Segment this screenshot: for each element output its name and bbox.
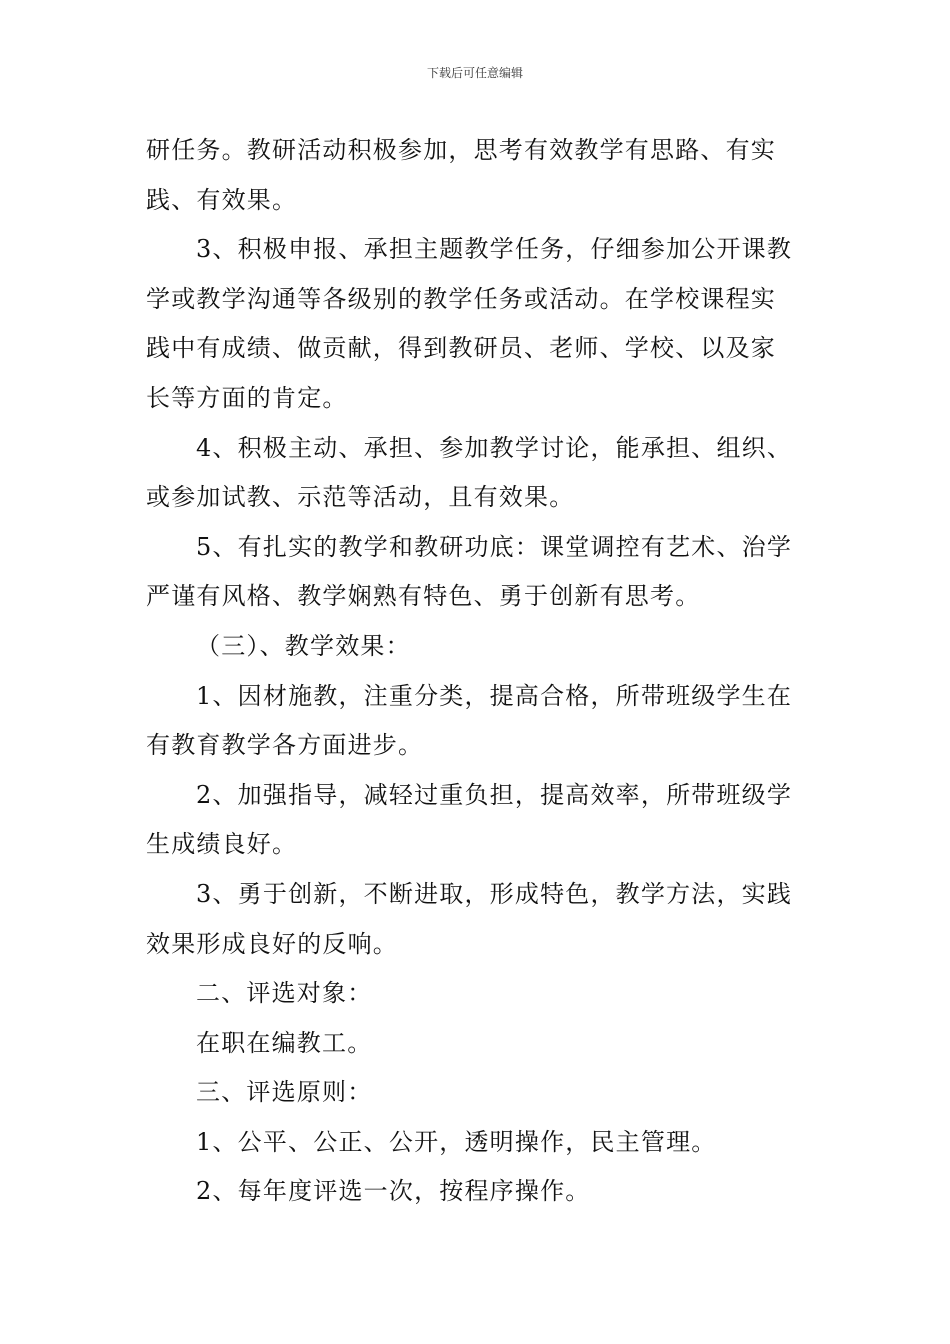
text-line [146, 225, 806, 275]
text-line [146, 473, 806, 523]
line-text: 5、有扎实的教学和教研功底：课堂调控有艺术、治学 [196, 532, 793, 561]
line-text: 1、因材施教，注重分类，提高合格，所带班级学生在 [196, 681, 793, 710]
line-text: 3、勇于创新，不断进取，形成特色，教学方法，实践 [196, 879, 793, 908]
line-text: 4、积极主动、承担、参加教学讨论，能承担、组织、 [196, 433, 793, 462]
line-text: 研任务。教研活动积极参加，思考有效教学有思路、有实 [146, 136, 776, 164]
text-line [146, 324, 806, 374]
line-text: 生成绩良好。 [146, 830, 298, 859]
section-heading [146, 969, 806, 1019]
line-text: （三）、教学效果： [196, 631, 411, 660]
line-text: 或参加试教、示范等活动，且有效果。 [146, 483, 575, 512]
text-line [146, 672, 806, 722]
line-text: 2、加强指导，减轻过重负担，提高效率，所带班级学 [196, 780, 793, 809]
line-text: 学或教学沟通等各级别的教学任务或活动。在学校课程实 [146, 284, 776, 313]
text-line [146, 126, 806, 176]
line-text: 三、评选原则： [196, 1078, 373, 1107]
page-header: 下载后可任意编辑 [426, 66, 523, 80]
section-heading [146, 1068, 806, 1118]
text-line [146, 523, 806, 573]
line-text: 1、公平、公正、公开，透明操作，民主管理。 [196, 1127, 717, 1156]
text-line [146, 374, 806, 424]
document-body [146, 126, 806, 1217]
text-line [146, 275, 806, 325]
line-text: 效果形成良好的反响。 [146, 929, 398, 958]
text-line [146, 1167, 806, 1217]
line-text: 3、积极申报、承担主题教学任务，仔细参加公开课教 [196, 235, 793, 264]
line-text: 2、每年度评选一次，按程序操作。 [196, 1177, 591, 1206]
line-text: 践、有效果。 [146, 185, 298, 214]
line-text: 严谨有风格、教学娴熟有特色、勇于创新有思考。 [146, 582, 701, 611]
text-line [146, 1019, 806, 1069]
section-heading [146, 622, 806, 672]
text-line [146, 771, 806, 821]
text-line [146, 572, 806, 622]
line-text: 在职在编教工。 [196, 1028, 373, 1057]
text-line [146, 721, 806, 771]
text-line [146, 870, 806, 920]
text-line [146, 424, 806, 474]
line-text: 长等方面的肯定。 [146, 383, 348, 412]
text-line [146, 1118, 806, 1168]
line-text: 二、评选对象： [196, 979, 373, 1008]
text-line [146, 820, 806, 870]
line-text: 践中有成绩、做贡献，得到教研员、老师、学校、以及家 [146, 334, 776, 363]
text-line [146, 920, 806, 970]
line-text: 有教育教学各方面进步。 [146, 731, 424, 760]
text-line [146, 176, 806, 226]
